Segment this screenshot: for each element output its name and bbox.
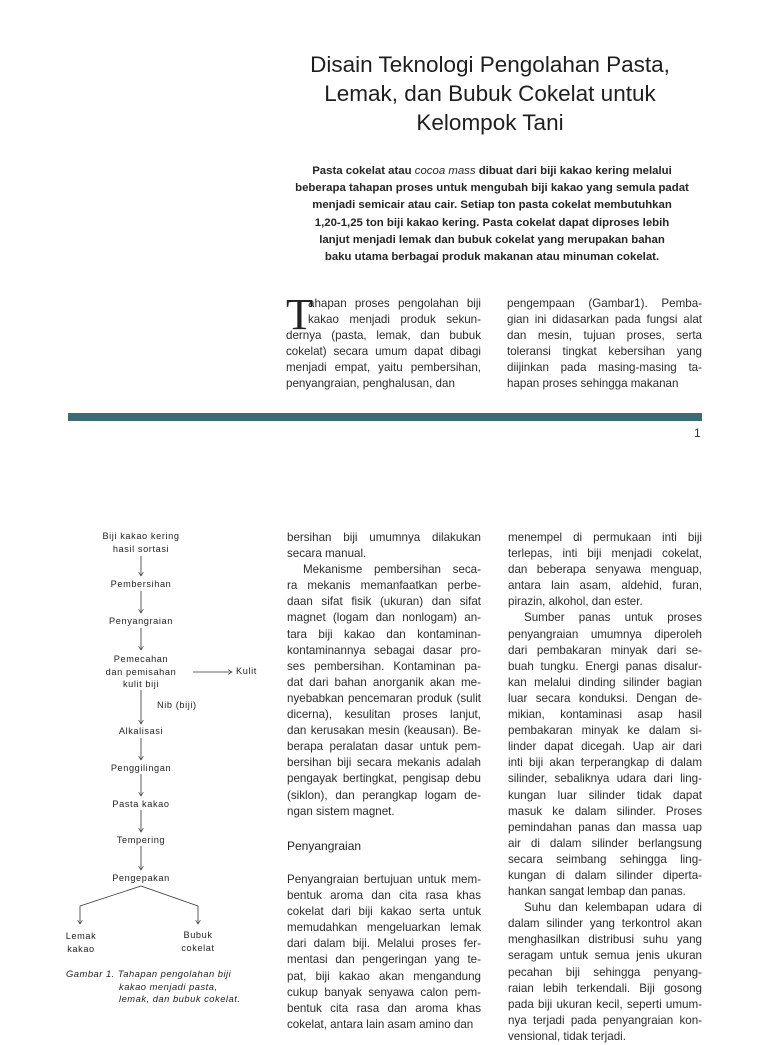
flow-pemecahan: Pemecahan dan pemisahan kulit biji [105,654,177,689]
flow-tempering: Tempering [116,835,166,845]
abstract [282,163,702,266]
text-line: mikian, kontaminasi asap hasil [508,708,702,722]
text-line: hankan sangat lembap dan panas. [508,885,686,899]
body-column-3 [508,530,702,1045]
text-line: secara seimbang sehingga ling- [508,852,702,866]
text-line: secara manual. [287,547,367,561]
text-line: cokelat, antara lain asam amino dan [287,1017,474,1031]
flow-start: Biji kakao kering hasil sortasi [102,531,180,554]
text-line: dan kerusakan mesin (keausan). Be- [287,724,481,738]
text-line: nya terjadi pada penyangraian kon- [508,1013,702,1027]
drop-cap: T [286,290,313,339]
text-line: dari dalam biji. Melalui proses fer- [287,937,481,951]
text-line: inti biji akan terperangkap di dalam [508,756,702,770]
text-line: luar secara konduksi. Dengan de- [508,691,702,705]
text-line: dan mesin, tujuan proses, serta [507,329,702,343]
text-line: pirazin, alkohol, dan ester. [508,595,643,609]
text-line: Penyangraian bertujuan untuk mem- [287,873,481,886]
text-line: penyangraian, penghalusan, dan [286,377,455,391]
abstract-line: Pasta cokelat atau cocoa mass dibuat dari biji kakao kering melalui [312,165,672,177]
abstract-line: menjadi semicair atau cair. Setiap ton pasta cokelat membutuhkan [312,199,672,212]
text-line: cokelat dari biji kakao serta untuk [287,905,481,919]
title-line: Lemak, dan Bubuk Cokelat untuk [324,81,656,106]
text-line: Suhu dan kelembapan udara di [524,901,702,915]
text-line: toleransi tingkat kebersihan yang [507,345,702,359]
text-line: kungan luar silinder tidak dapat [508,788,702,802]
flow-alkalisasi: Alkalisasi [118,726,164,736]
flow-kulit: Kulit [236,666,257,676]
text-line: vensional, tidak terjadi. [508,1029,626,1043]
text-line: silinder, sebaliknya udara dari ling- [508,772,702,786]
text-line: antara lain asam, aldehid, furan, [508,579,702,593]
text-line: bentuk cita rasa dan aroma khas [287,1001,481,1015]
text-line: penyangraian umumnya diperoleh [508,627,702,641]
text-line: buah tungku. Energi panas disalur- [508,659,702,673]
text-line: kungan di dalam silinder diperta- [508,868,702,882]
text-line: dicerna), kesulitan proses lanjut, [287,708,481,722]
text-line: terlepas, inti biji menjadi cokelat, [508,547,702,561]
page-number: 1 [694,426,701,440]
figure-caption: Gambar 1. Tahapan pengolahan biji kakao menjadi pasta, lemak, dan bubuk cokelat. [66,968,241,1004]
text-line: pengempaan (Gambar1). Pemba- [507,297,702,310]
branch-left [80,886,141,906]
text-line: kakao menjadi produk sekun- [308,313,481,327]
text-line: mentasi dan pengeringan yang te- [287,953,481,967]
text-line: memudahkan mengeluarkan lemak [287,921,481,935]
flow-bubuk: Bubuk cokelat [181,930,215,953]
abstract-line: lanjut menjadi lemak dan bubuk cokelat yang merupakan bahan [319,233,665,246]
text-line: linder dapat dicegah. Uap air dari [508,740,702,754]
body-column-2-continued [287,872,481,1033]
text-line: diijinkan pada masing-masing ta- [507,361,702,375]
branch-right [141,886,198,906]
text-line: Sumber panas untuk proses [524,611,702,625]
text-line: menghasilkan distribusi suhu yang [508,933,702,947]
text-line: gian ini didasarkan pada fungsi alat [507,313,702,327]
text-line: menempel di permukaan inti biji [508,531,702,544]
text-line: pembakaran minyak ke dalam si- [508,724,702,738]
text-line: bersihan biji umumnya dilakukan [287,531,481,544]
text-line: pemindahan panas dan massa uap [508,820,702,834]
text-line: nyebabkan pencemaran produk (sulit [287,691,481,705]
flow-penyangraian: Penyangraian [109,616,173,626]
text-line: ahapan proses pengolahan biji [308,297,481,310]
abstract-line: 1,20-1,25 ton biji kakao kering. Pasta cokelat dapat diproses lebih [314,216,670,229]
text-line: Mekanisme pembersihan seca- [303,563,481,577]
body-column-2 [287,530,481,820]
abstract-line: baku utama berbagai produk makanan atau minuman cokelat. [324,251,660,264]
text-line: air di dalam silinder berlangsung [508,836,702,850]
title-line: Disain Teknologi Pengolahan Pasta, [310,52,670,77]
section-heading: Penyangraian [287,839,362,853]
text-line: seragam untuk semua jenis ukuran [508,949,702,963]
text-line: pengayak bertingkat, pengisap debu [287,772,481,786]
text-line: dernya (pasta, lemak, dan bubuk [286,329,481,343]
text-line: cokelat) secara umum dapat dibagi [286,345,481,359]
text-line: berapa peralatan dasar untuk pem- [287,740,481,754]
text-line: raian lebih terkendali. Biji gosong [508,981,702,995]
flow-penggilingan: Penggilingan [110,763,172,773]
text-line: hapan proses sehingga makanan [507,377,679,391]
text-line: pat, biji kakao akan mengandung [287,969,481,983]
text-line: dari pembakaran minyak dari se- [508,643,702,657]
section-divider-bar [68,413,702,421]
text-line: cukup banyak senyawa calon pem- [287,985,481,999]
text-line: pecahan biji sehingga penyang- [508,965,702,979]
text-line: (siklon), dan perangkap logam de- [287,788,481,802]
flow-pembersihan: Pembersihan [110,579,172,589]
text-line: ngan sistem magnet. [287,804,395,818]
text-line: ses pembersihan. Kontaminan pa- [287,659,481,673]
text-line: tara biji kakao dan kontaminan- [287,627,481,641]
text-line: kontaminannya sebagai dasar pro- [287,643,481,657]
text-line: pada biji ukuran kecil, seperti umum- [508,997,702,1011]
abstract-line: beberapa tahapan proses untuk mengubah biji kakao yang semula padat [295,182,689,195]
text-line: daan sifat fisik (ukuran) dan sifat [287,595,481,609]
page-title [290,50,690,137]
text-line: dalam silinder yang terkontrol akan [508,917,702,931]
flow-lemak: Lemak kakao [65,931,97,954]
text-line: ra mekanis memanfaatkan perbe- [287,579,481,593]
text-line: masuk ke dalam silinder. Proses [508,804,702,818]
text-line: menjadi empat, yaitu pembersihan, [286,361,481,375]
text-line: magnet (logam dan nonlogam) an- [287,611,481,625]
intro-right-column [507,296,702,393]
text-line: kan melalui dinding silinder bagian [508,675,702,689]
flow-pengepakan: Pengepakan [112,873,170,883]
flow-nib: Nib (biji) [157,700,197,710]
text-line: dat dari bahan anorganik akan me- [287,675,481,689]
intro-left-column [286,290,481,393]
italic-term: cocoa mass [414,165,476,177]
flow-pasta: Pasta kakao [112,799,170,809]
title-line: Kelompok Tani [416,110,564,135]
text-line: dan beberapa senyawa menguap, [508,563,702,577]
text-line: bentuk aroma dan cita rasa khas [287,889,481,903]
text-line: bersihan biji secara mekanis adalah [287,756,481,770]
